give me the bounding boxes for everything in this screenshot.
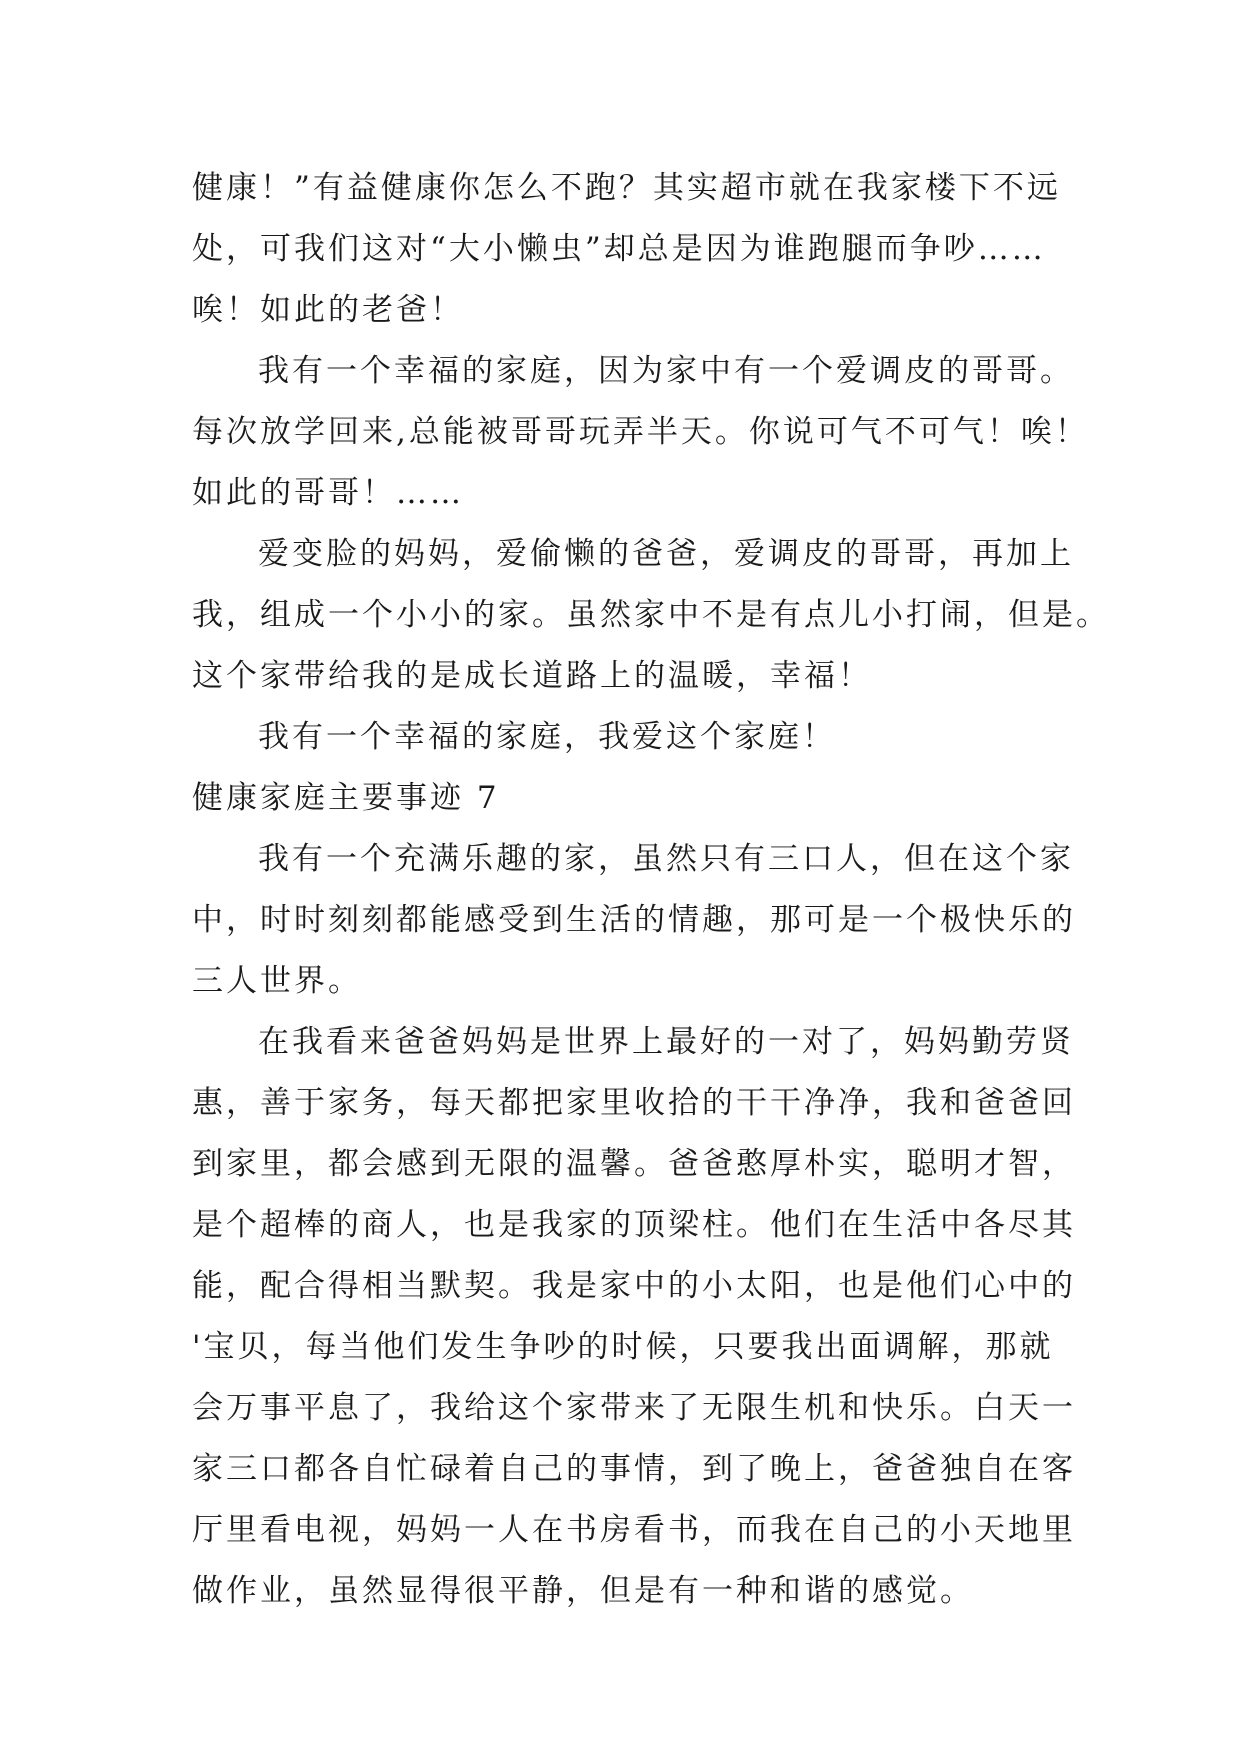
paragraph-first-line: 我有一个充满乐趣的家，虽然只有三口人，但在这个家 <box>258 841 1074 877</box>
text-line: 是个超棒的商人，也是我家的顶梁柱。他们在生活中各尽其 <box>192 1207 1076 1243</box>
paragraph-first-line: 在我看来爸爸妈妈是世界上最好的一对了，妈妈勤劳贤 <box>258 1024 1074 1060</box>
paragraph-first-line: 我有一个幸福的家庭，我爱这个家庭！ <box>258 719 836 755</box>
paragraph-first-line: 我有一个幸福的家庭，因为家中有一个爱调皮的哥哥。 <box>258 353 1074 389</box>
text-line: 这个家带给我的是成长道路上的温暖，幸福！ <box>192 658 872 694</box>
text-line: 健康！”有益健康你怎么不跑？其实超市就在我家楼下不远 <box>192 170 1061 206</box>
text-line: 中，时时刻刻都能感受到生活的情趣，那可是一个极快乐的 <box>192 902 1076 938</box>
text-line: 做作业，虽然显得很平静，但是有一种和谐的感觉。 <box>192 1573 974 1609</box>
text-line: 三人世界。 <box>192 963 362 999</box>
text-line: 厅里看电视，妈妈一人在书房看书，而我在自己的小天地里 <box>192 1512 1076 1548</box>
section-heading: 健康家庭主要事迹 7 <box>192 780 500 816</box>
text-line: 唉！如此的老爸！ <box>192 292 464 328</box>
text-line: 会万事平息了，我给这个家带来了无限生机和快乐。白天一 <box>192 1390 1076 1426</box>
text-line: '宝贝，每当他们发生争吵的时候，只要我出面调解，那就 <box>192 1329 1054 1365</box>
text-line: 每次放学回来,总能被哥哥玩弄半天。你说可气不可气！唉！ <box>192 414 1089 450</box>
text-line: 能，配合得相当默契。我是家中的小太阳，也是他们心中的 <box>192 1268 1076 1304</box>
text-line: 如此的哥哥！…… <box>192 475 464 511</box>
text-line: 到家里，都会感到无限的温馨。爸爸憨厚朴实，聪明才智， <box>192 1146 1076 1182</box>
document-page <box>192 158 1110 1622</box>
paragraph-first-line: 爱变脸的妈妈，爱偷懒的爸爸，爱调皮的哥哥，再加上 <box>258 536 1074 572</box>
text-line: 处，可我们这对“大小懒虫”却总是因为谁跑腿而争吵…… <box>192 231 1046 267</box>
text-line: 惠，善于家务，每天都把家里收拾的干干净净，我和爸爸回 <box>192 1085 1076 1121</box>
text-line: 家三口都各自忙碌着自己的事情，到了晚上，爸爸独自在客 <box>192 1451 1076 1487</box>
text-line: 我，组成一个小小的家。虽然家中不是有点儿小打闹，但是。 <box>192 597 1110 633</box>
